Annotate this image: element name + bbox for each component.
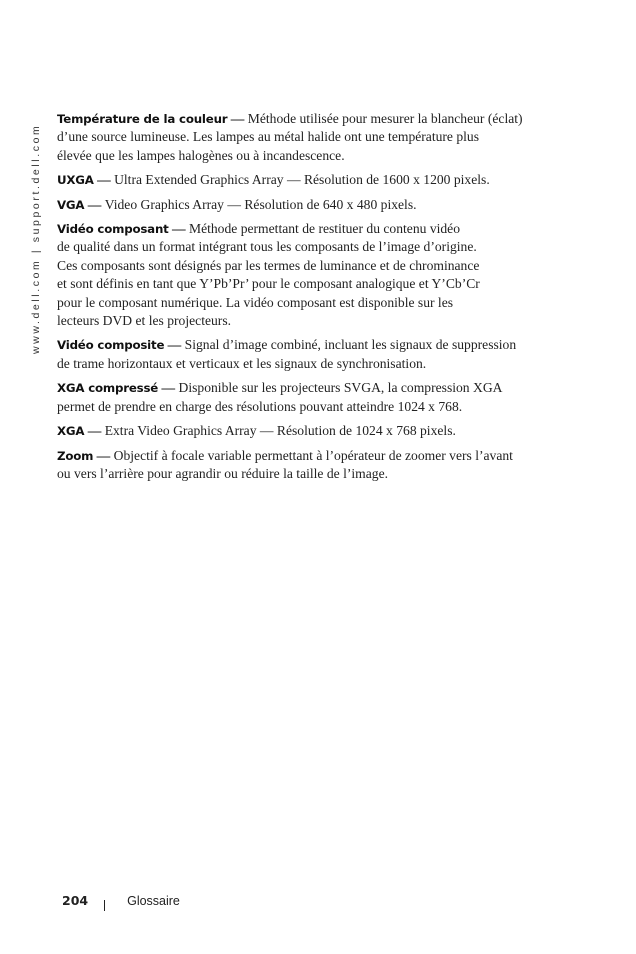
glossary-term: Vidéo composite: [57, 338, 165, 353]
term-dash: —: [168, 221, 189, 237]
page-footer: [62, 893, 180, 908]
definition-line: Méthode permettant de restituer du contenu vidéo: [188, 221, 461, 237]
definition-line: Extra Video Graphics Array — Résolution de 1024 x 768 pixels.: [104, 423, 456, 439]
definition-line: permet de prendre en charge des résolutions pouvant atteindre 1024 x 768.: [57, 398, 463, 414]
glossary-term: UXGA: [57, 173, 94, 188]
section-name: Glossaire: [127, 893, 180, 908]
glossary-term: XGA: [57, 424, 85, 439]
glossary-term: Température de la couleur: [57, 112, 228, 126]
definition-line: d’une source lumineuse. Les lampes au métal halide ont une température plus: [57, 129, 480, 145]
term-dash: —: [158, 380, 179, 396]
definition-line: Ces composants sont désignés par les termes de luminance et de chrominance: [57, 257, 480, 273]
glossary-term: VGA: [57, 197, 85, 212]
glossary-term: Vidéo composant: [57, 222, 169, 237]
term-dash: —: [84, 423, 105, 439]
glossary-entry-xga-compresse: [57, 379, 557, 416]
glossary-entry-video-composant: [57, 220, 557, 330]
footer-separator: [104, 900, 105, 911]
definition-line: de qualité dans un format intégrant tous les composants de l’image d’origine.: [57, 239, 477, 255]
definition-line: Signal d’image combiné, incluant les signaux de suppression: [184, 337, 517, 353]
term-dash: —: [164, 337, 185, 353]
definition-line: de trame horizontaux et verticaux et les signaux de synchronisation.: [57, 355, 427, 371]
glossary-entry-uxga: [57, 171, 557, 189]
glossary-term: XGA compressé: [57, 381, 159, 396]
definition-line: Ultra Extended Graphics Array — Résolution de 1600 x 1200 pixels.: [114, 172, 490, 188]
glossary-entry-video-composite: [57, 336, 557, 373]
glossary-content: [57, 110, 557, 489]
term-dash: —: [84, 196, 105, 212]
definition-line: Méthode utilisée pour mesurer la blancheur (éclat): [247, 111, 523, 126]
sidebar-url: www.dell.com | support.dell.com: [30, 123, 42, 354]
glossary-entry-xga: [57, 422, 557, 440]
definition-line: ou vers l’arrière pour agrandir ou réduire la taille de l’image.: [57, 465, 389, 481]
definition-line: et sont définis en tant que Y’Pb’Pr’ pour le composant analogique et Y’Cb’Cr: [57, 276, 480, 292]
definition-line: Disponible sur les projecteurs SVGA, la compression XGA: [178, 380, 503, 396]
definition-line: élevée que les lampes halogènes ou à incandescence.: [57, 147, 345, 163]
term-dash: —: [93, 447, 114, 463]
page-number: 204: [62, 893, 89, 908]
glossary-term: Zoom: [57, 448, 94, 463]
term-dash: —: [227, 111, 248, 126]
glossary-entry-zoom: [57, 447, 557, 484]
glossary-entry-temperature: [57, 110, 557, 165]
definition-line: Objectif à focale variable permettant à l’opérateur de zoomer vers l’avant: [113, 447, 513, 463]
definition-line: Video Graphics Array — Résolution de 640 x 480 pixels.: [104, 196, 417, 212]
definition-line: pour le composant numérique. La vidéo composant est disponible sur les: [57, 294, 454, 310]
term-dash: —: [93, 172, 115, 188]
glossary-entry-vga: [57, 196, 557, 214]
definition-line: lecteurs DVD et les projecteurs.: [57, 313, 232, 329]
